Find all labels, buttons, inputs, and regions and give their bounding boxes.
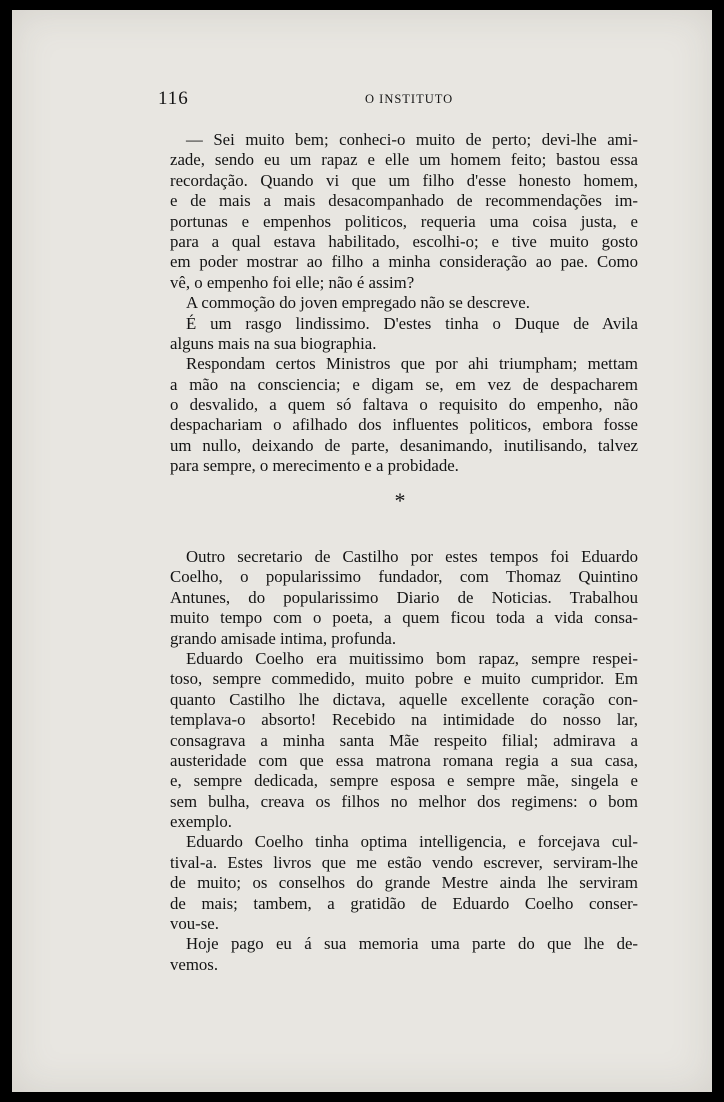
text-line: portunas e empenhos politicos, requeria uma coisa justa, e: [170, 211, 638, 231]
paragraph: [170, 354, 638, 476]
text-line: para a qual estava habilitado, escolhi-o; e tive muito gosto: [170, 231, 638, 251]
text-line: — Sei muito bem; conheci-o muito de perto; devi-lhe ami-: [186, 130, 638, 149]
text-line: vê, o empenho foi elle; não é assim?: [170, 272, 415, 292]
text-line: muito tempo com o poeta, a quem ficou toda a vida consa-: [170, 608, 638, 628]
text-block-lower: [170, 547, 638, 975]
text-line: sem bulha, creava os filhos no melhor dos regimens: o bom: [170, 791, 638, 811]
paragraph: [170, 130, 638, 293]
paragraph: [170, 547, 638, 649]
text-line: Antunes, do popularissimo Diario de Noticias. Trabalhou: [170, 587, 638, 607]
text-line: para sempre, o merecimento e a probidade.: [170, 456, 459, 476]
paragraph: [170, 314, 638, 355]
text-line: em poder mostrar ao filho a minha consideração ao pae. Como: [170, 252, 638, 272]
text-line: tival-a. Estes livros que me estão vendo escrever, serviram-lhe: [170, 852, 638, 872]
text-line: É um rasgo lindissimo. D'estes tinha o Duque de Avila: [186, 313, 638, 333]
section-separator-asterisk: *: [394, 488, 406, 513]
text-line: vemos.: [170, 954, 219, 974]
page-header: [158, 88, 648, 114]
text-line: Eduardo Coelho era muitissimo bom rapaz, sempre respei-: [186, 648, 638, 668]
text-line: e de mais a mais desacompanhado de recommendações im-: [170, 191, 638, 211]
running-head: O INSTITUTO: [365, 92, 454, 106]
text-line: austeridade com que essa matrona romana regia a sua casa,: [170, 750, 638, 770]
text-line: alguns mais na sua biographia.: [170, 333, 377, 353]
text-line: grando amisade intima, profunda.: [170, 628, 397, 648]
text-line: recordação. Quando vi que um filho d'esse honesto homem,: [170, 170, 638, 190]
text-line: Coelho, o popularissimo fundador, com Thomaz Quintino: [170, 567, 638, 587]
text-line: consagrava a minha santa Mãe respeito filial; admirava a: [170, 730, 638, 750]
text-line: Respondam certos Ministros que por ahi triumpham; mettam: [186, 354, 638, 374]
page-number: 116: [158, 88, 189, 109]
text-line: exemplo.: [170, 812, 232, 832]
text-line: e, sempre dedicada, sempre esposa e sempre mãe, singela e: [170, 771, 638, 791]
text-line: de muito; os conselhos do grande Mestre ainda lhe serviram: [170, 873, 638, 893]
text-line: toso, sempre commedido, muito pobre e muito cumpridor. Em: [170, 669, 638, 689]
text-line: A commoção do joven empregado não se descreve.: [186, 293, 530, 313]
text-line: despachariam o afilhado dos influentes politicos, embora fosse: [170, 415, 638, 435]
text-line: Hoje pago eu á sua memoria uma parte do que lhe de-: [186, 934, 638, 954]
text-line: a mão na consciencia; e digam se, em vez de despacharem: [170, 374, 638, 394]
text-line: de mais; tambem, a gratidão de Eduardo Coelho conser-: [170, 893, 638, 913]
paragraph: [170, 934, 638, 975]
text-line: quanto Castilho lhe dictava, aquelle excellente coração con-: [170, 689, 638, 709]
paragraph: [170, 832, 638, 934]
text-line: o desvalido, a quem só faltava o requisito do empenho, não: [170, 395, 638, 415]
text-line: um nullo, deixando de parte, desanimando, inutilisando, talvez: [170, 435, 638, 455]
text-line: Outro secretario de Castilho por estes tempos foi Eduardo: [186, 547, 638, 566]
text-block-upper: [170, 130, 638, 477]
text-line: templava-o absorto! Recebido na intimidade do nosso lar,: [170, 710, 638, 730]
paragraph: [170, 649, 638, 833]
text-line: zade, sendo eu um rapaz e elle um homem feito; bastou essa: [170, 150, 638, 170]
text-line: vou-se.: [170, 914, 219, 934]
text-line: Eduardo Coelho tinha optima intelligencia, e forcejava cul-: [186, 832, 638, 852]
paragraph: [170, 293, 638, 313]
